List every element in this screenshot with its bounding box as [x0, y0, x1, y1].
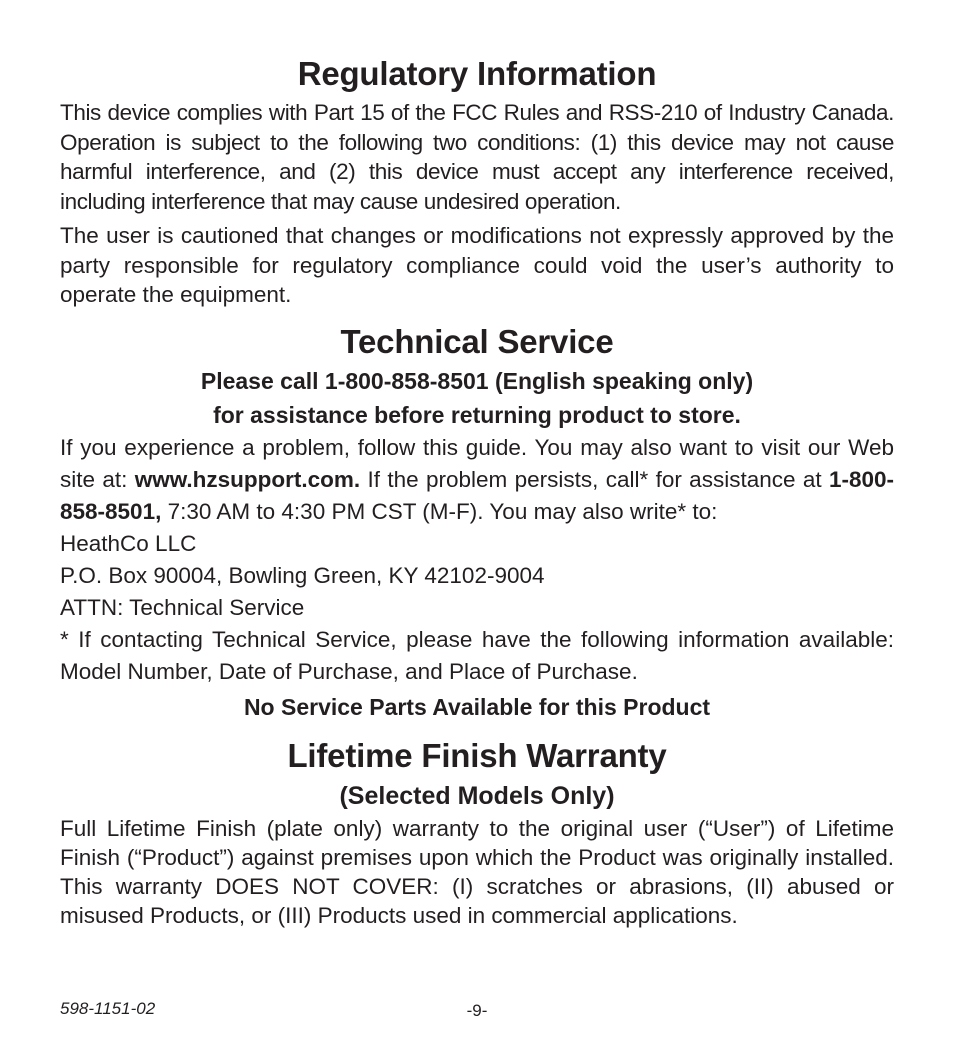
warranty-body: Full Lifetime Finish (plate only) warranty to the original user (“User”) of Lifetime Finish (“Product”) against premises upon which the Product was originally installed. This warranty DOES NOT COVER: (I) scratches or abrasions, (II) abused or misused Products, or (III) Products used in commercial applications.: [60, 815, 894, 928]
page-number: -9-: [466, 1001, 488, 1020]
technical-service-section: [60, 320, 894, 724]
address-line-2: P.O. Box 90004, Bowling Green, KY 42102-9004: [60, 562, 545, 588]
guide-text-1: If you experience a problem, follow this guide. You may also want to visit our Web site at:: [60, 434, 894, 492]
service-guide: [60, 432, 894, 528]
address-line-3: ATTN: Technical Service: [60, 594, 305, 620]
regulatory-section: [60, 52, 894, 310]
guide-text-3: 7:30 AM to 4:30 PM CST (M-F). You may also write* to:: [161, 498, 718, 524]
footnote: * If contacting Technical Service, please have the following information available: Model Number, Date of Purchase, and Place of Purchase.: [60, 626, 894, 684]
regulatory-paragraph-1: This device complies with Part 15 of the FCC Rules and RSS-210 of Industry Canada. Operation is subject to the following two conditions: (1) this device may not cause harmful interference, and (2) this device must accept any interference received, including interference that may cause undesired operation.: [60, 100, 894, 214]
guide-text-2: If the problem persists, call* for assistance at: [360, 466, 829, 492]
regulatory-paragraph-2: The user is cautioned that changes or modifications not expressly approved by the party responsible for regulatory compliance could void the user’s authority to operate the equipment.: [60, 223, 894, 307]
document-number: 598-1151-02: [60, 999, 156, 1018]
warranty-section: [60, 734, 894, 930]
callout-line-2: for assistance before returning product to store.: [213, 401, 741, 428]
warranty-heading: Lifetime Finish Warranty: [287, 736, 667, 774]
callout-line-1: Please call 1-800-858-8501 (English speaking only): [200, 367, 754, 394]
manual-page: [60, 52, 894, 930]
service-guide-paragraph: [60, 432, 894, 528]
regulatory-heading: Regulatory Information: [297, 55, 657, 92]
phone-number: 1-800-858-8501,: [60, 466, 894, 524]
no-parts-notice: No Service Parts Available for this Product: [243, 693, 711, 720]
footnote-block: [60, 624, 894, 688]
warranty-subheading: (Selected Models Only): [339, 781, 615, 810]
technical-service-heading: Technical Service: [340, 322, 614, 360]
website-link[interactable]: www.hzsupport.com.: [134, 466, 361, 492]
warranty-body-block: [60, 814, 894, 930]
address-line-1: HeathCo LLC: [60, 530, 197, 556]
